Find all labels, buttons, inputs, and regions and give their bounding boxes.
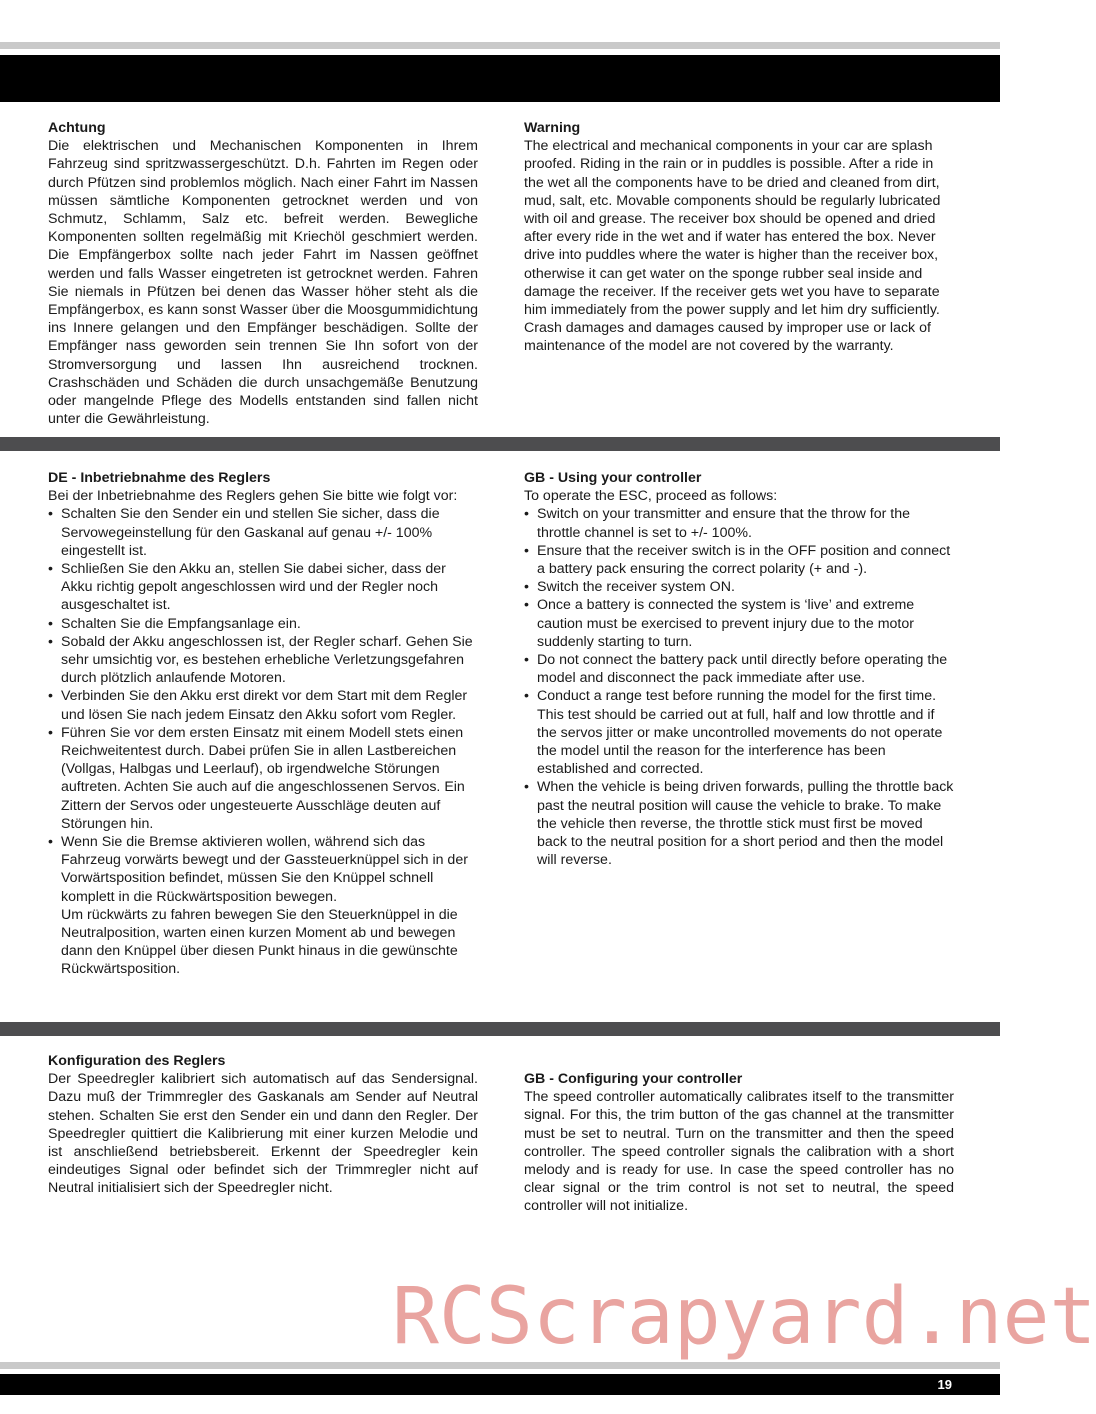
using-en-list [524,505,954,869]
warning-de [48,119,478,428]
using-en-intro: To operate the ESC, proceed as follows: [524,488,778,505]
config-de-text: Der Speedregler kalibriert sich automatisch auf das Sendersignal. Dazu muß der Trimmregler des Gaskanals am Sender auf Neutral stehen. Schalten Sie erst den Sender ein und dann den Regler. Der Speedregler quittiert die Kalibrierung mit einer kurzen Melodie und ist anschließend betriebsbereit. Erkennt der Speedregler kein eindeutiges Signal oder befindet sich der Trimmregler nicht auf Neutral initialisiert sich der Speedregler nicht. [48,1071,478,1197]
section-divider-1 [0,437,1000,451]
list-item: • Verbinden Sie den Akku erst direkt vor dem Start mit dem Regler und lösen Sie nach jedem Einsatz den Akku sofort vom Regler. [48,687,478,723]
using-de-list [48,505,478,978]
page-number: 19 [937,1377,952,1392]
top-gray-stripe [0,42,1000,49]
list-item: • Conduct a range test before running the model for the first time. This test should be carried out at full, half and low throttle and if the servos jitter or make uncontrolled movements do not operate the model until the reason for the interference has been established and corrected. [524,687,954,778]
config-de [48,1052,478,1198]
list-item: • Ensure that the receiver switch is in the OFF position and connect a battery pack ensuring the correct polarity (+ and -). [524,542,954,578]
list-item: • Führen Sie vor dem ersten Einsatz mit einem Modell stets einen Reichweitentest durch. Dabei prüfen Sie in allen Lastbereichen (Vollgas, Halbgas und Leerlauf), ob irgendwelche Störungen auftreten. Achten Sie auch auf die angeschlossenen Servos. Ein Zittern der Servos oder ungesteuerte Ausschläge deuten auf Störungen hin. [48,724,478,833]
list-item: • Wenn Sie die Bremse aktivieren wollen, während sich das Fahrzeug vorwärts bewegt und der Gassteuerknüppel sich in der Vorwärtsposition befindet, müssen Sie den Knüppel schnell komplett in die Rückwärtsposition bewegen. Um rückwärts zu fahren bewegen Sie den Steuerknüppel in die Neutralposition, warten einen kurzen Moment ab und bewegen dann den Knüppel über diesen Punkt hinaus in die gewünschte Rückwärtsposition. [48,833,478,979]
warning-en-title: Warning [524,120,581,136]
list-item: • Schalten Sie die Empfangsanlage ein. [48,615,478,633]
list-item: • Do not connect the battery pack until directly before operating the model and disconnect the pack immediate after use. [524,651,954,687]
warning-en-text: The electrical and mechanical components in your car are splash proofed. Riding in the rain or in puddles is possible. After a ride in the wet all the components have to be dried and cleaned from dirt, mud, salt, etc. Movable components should be regularly lubricated with oil and grease. The receiver box should be opened and dried after every ride in the wet and if water has entered the box. Never drive into puddles where the water is higher than the receiver box, otherwise it can get water on the sponge rubber seal inside and damage the receiver. If the receiver gets wet you have to separate him immediately from the power supply and let him dry sufficiently. Crash damages and damages caused by improper use or lack of maintenance of the model are not covered by the warranty. [524,138,941,355]
warning-de-title: Achtung [48,120,106,136]
list-item: • When the vehicle is being driven forwards, pulling the throttle back past the neutral position will cause the vehicle to brake. To make the vehicle then reverse, the throttle stick must first be moved back to the neutral position for a short period and then the model will reverse. [524,778,954,869]
using-en [524,469,954,869]
list-item: • Schließen Sie den Akku an, stellen Sie dabei sicher, dass der Akku richtig gepolt angeschlossen wird und der Regler noch ausgeschaltet ist. [48,560,478,615]
config-en [524,1070,954,1216]
warning-de-text: Die elektrischen und Mechanischen Komponenten in Ihrem Fahrzeug sind spritzwassergeschützt. D.h. Fahrten im Regen oder durch Pfützen sind problemlos möglich. Nach einer Fahrt im Nassen müssen sämtliche Komponenten getrocknet werden und von Schmutz, Schlamm, Salz etc. befreit werden. Bewegliche Komponenten sollten regelmäßig mit Kriechöl geschmiert werden. Die Empfängerbox sollte nach jeder Fahrt im Nassen geöffnet werden und falls Wasser eingetreten ist getrocknet werden. Fahren Sie niemals in Pfützen bei denen das Wasser höher steht als die Empfängerbox, es kann sonst Wasser über die Moosgummidichtung ins Innere gelangen und den Empfänger beschädigen. Sollte der Empfänger nass geworden sein trennen Sie Ihn sofort von der Stromversorgung und lassen Ihn ausreichend trocknen. Crashschäden und Schäden die durch unsachgemäße Benutzung oder mangelnde Pflege des Modells entstanden sind fallen nicht unter die Gewährleistung. [48,138,478,428]
list-item: • Once a battery is connected the system is ‘live’ and extreme caution must be exercised to prevent injury due to the motor suddenly starting to turn. [524,596,954,651]
footer-gray-stripe [0,1362,1000,1369]
using-de-title: DE - Inbetriebnahme des Reglers [48,470,271,486]
using-de [48,469,478,979]
watermark: RCScrapyard.net [392,1272,1096,1362]
section-divider-2 [0,1022,1000,1036]
header-black-band [0,55,1000,102]
config-en-text: The speed controller automatically calibrates itself to the transmitter signal. For this, the trim button of the gas channel at the transmitter must be set to neutral. Turn on the transmitter and then the speed controller. The speed controller signals the calibration with a short melody and is ready for use. In case the speed controller has no clear signal or the trim control is not set to neutral, the speed controller will not initialize. [524,1089,954,1215]
list-item: • Schalten Sie den Sender ein und stellen Sie sicher, dass die Servowegeinstellung für den Gaskanal auf genau +/- 100% eingestellt ist. [48,505,478,560]
warning-en [524,119,954,356]
config-de-title: Konfiguration des Reglers [48,1053,226,1069]
config-en-title: GB - Configuring your controller [524,1071,743,1087]
list-item: • Switch the receiver system ON. [524,578,954,596]
using-de-intro: Bei der Inbetriebnahme des Reglers gehen Sie bitte wie folgt vor: [48,488,458,505]
using-en-title: GB - Using your controller [524,470,702,486]
footer-black-band [0,1374,1000,1395]
list-item: • Sobald der Akku angeschlossen ist, der Regler scharf. Gehen Sie sehr umsichtig vor, es bestehen erhebliche Verletzungsgefahren durch plötzlich anlaufende Motoren. [48,633,478,688]
list-item: • Switch on your transmitter and ensure that the throw for the throttle channel is set to +/- 100%. [524,505,954,541]
